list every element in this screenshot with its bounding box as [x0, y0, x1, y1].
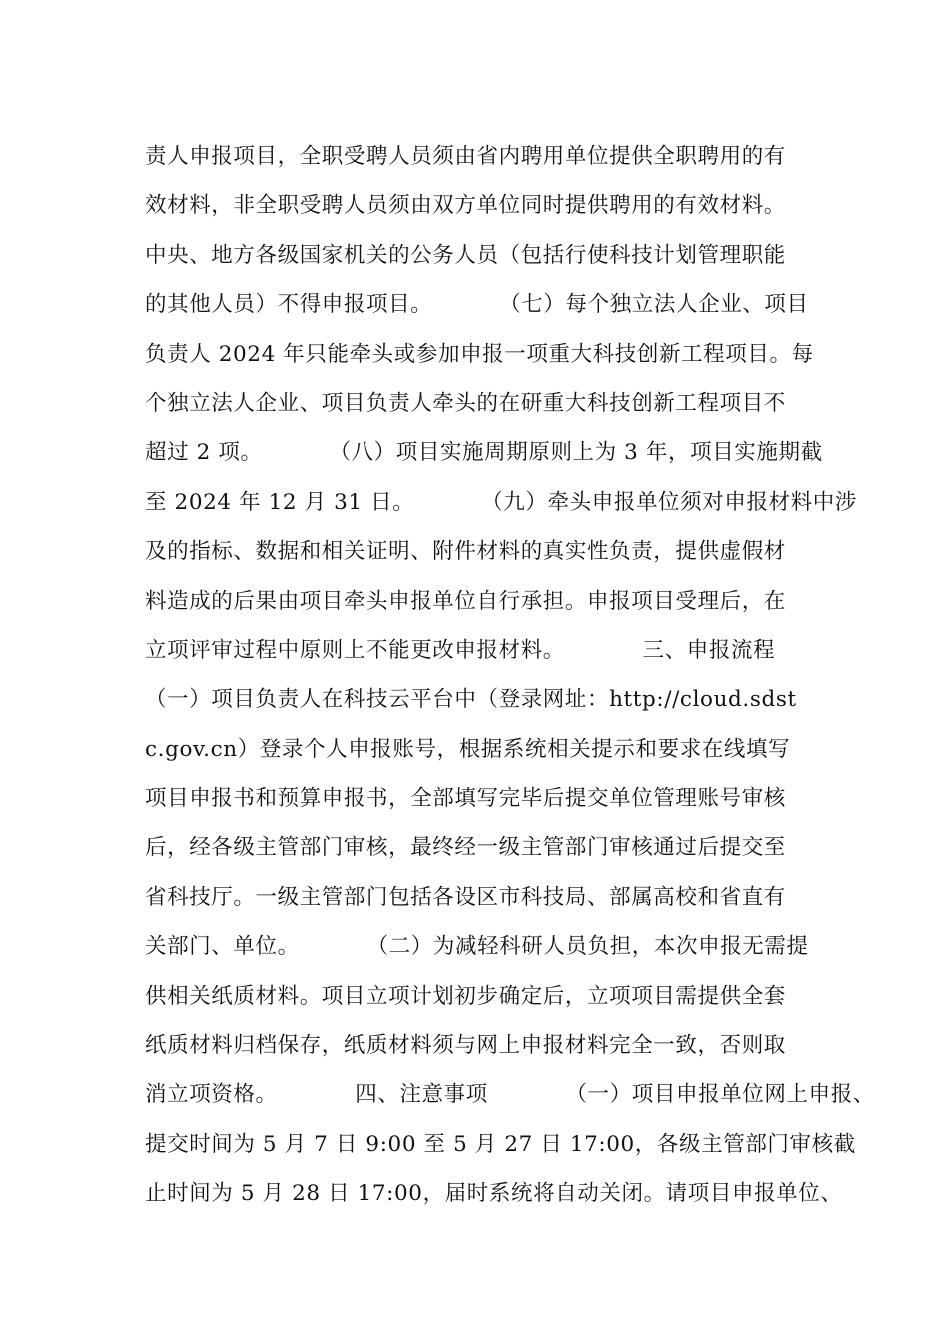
text-line: 至 2024 年 12 月 31 日。 （九）牵头申报单位须对申报材料中涉 — [145, 489, 857, 515]
text-line: 止时间为 5 月 28 日 17:00，届时系统将自动关闭。请项目申报单位、 — [145, 1181, 843, 1207]
text-line: 省科技厅。一级主管部门包括各设区市科技局、部属高校和省直有 — [145, 884, 786, 910]
text-line: 项目申报书和预算申报书，全部填写完毕后提交单位管理账号审核 — [145, 786, 786, 812]
text-line: 供相关纸质材料。项目立项计划初步确定后，立项项目需提供全套 — [145, 983, 786, 1009]
body-text — [145, 132, 875, 1219]
text-line: 关部门、单位。 （二）为减轻科研人员负担，本次申报无需提 — [145, 934, 809, 960]
text-line: 立项评审过程中原则上不能更改申报材料。 三、申报流程 — [145, 637, 776, 663]
text-line: c.gov.cn）登录个人申报账号，根据系统相关提示和要求在线填写 — [145, 736, 791, 762]
text-line: 后，经各级主管部门审核，最终经一级主管部门审核通过后提交至 — [145, 835, 786, 861]
text-line: 负责人 2024 年只能牵头或参加申报一项重大科技创新工程项目。每 — [145, 341, 814, 367]
text-line: 纸质材料归档保存，纸质材料须与网上申报材料完全一致，否则取 — [145, 1033, 786, 1059]
text-line: 及的指标、数据和相关证明、附件材料的真实性负责，提供虚假材 — [145, 539, 786, 565]
text-line: 消立项资格。 四、注意事项 （一）项目申报单位网上申报、 — [145, 1082, 875, 1108]
text-line: 超过 2 项。 （八）项目实施周期原则上为 3 年，项目实施期截 — [145, 440, 823, 466]
text-line: 提交时间为 5 月 7 日 9:00 至 5 月 27 日 17:00，各级主管部门审核截 — [145, 1131, 856, 1157]
text-line: 效材料，非全职受聘人员须由双方单位同时提供聘用的有效材料。 — [145, 193, 786, 219]
text-line: 料造成的后果由项目牵头申报单位自行承担。申报项目受理后，在 — [145, 588, 786, 614]
text-line: 中央、地方各级国家机关的公务人员（包括行使科技计划管理职能 — [145, 242, 786, 268]
text-line: 责人申报项目，全职受聘人员须由省内聘用单位提供全职聘用的有 — [145, 144, 786, 169]
text-line: 的其他人员）不得申报项目。 （七）每个独立法人企业、项目 — [145, 292, 809, 318]
text-line: 个独立法人企业、项目负责人牵头的在研重大科技创新工程项目不 — [145, 390, 786, 416]
text-line: （一）项目负责人在科技云平台中（登录网址：http://cloud.sdst — [145, 687, 797, 713]
